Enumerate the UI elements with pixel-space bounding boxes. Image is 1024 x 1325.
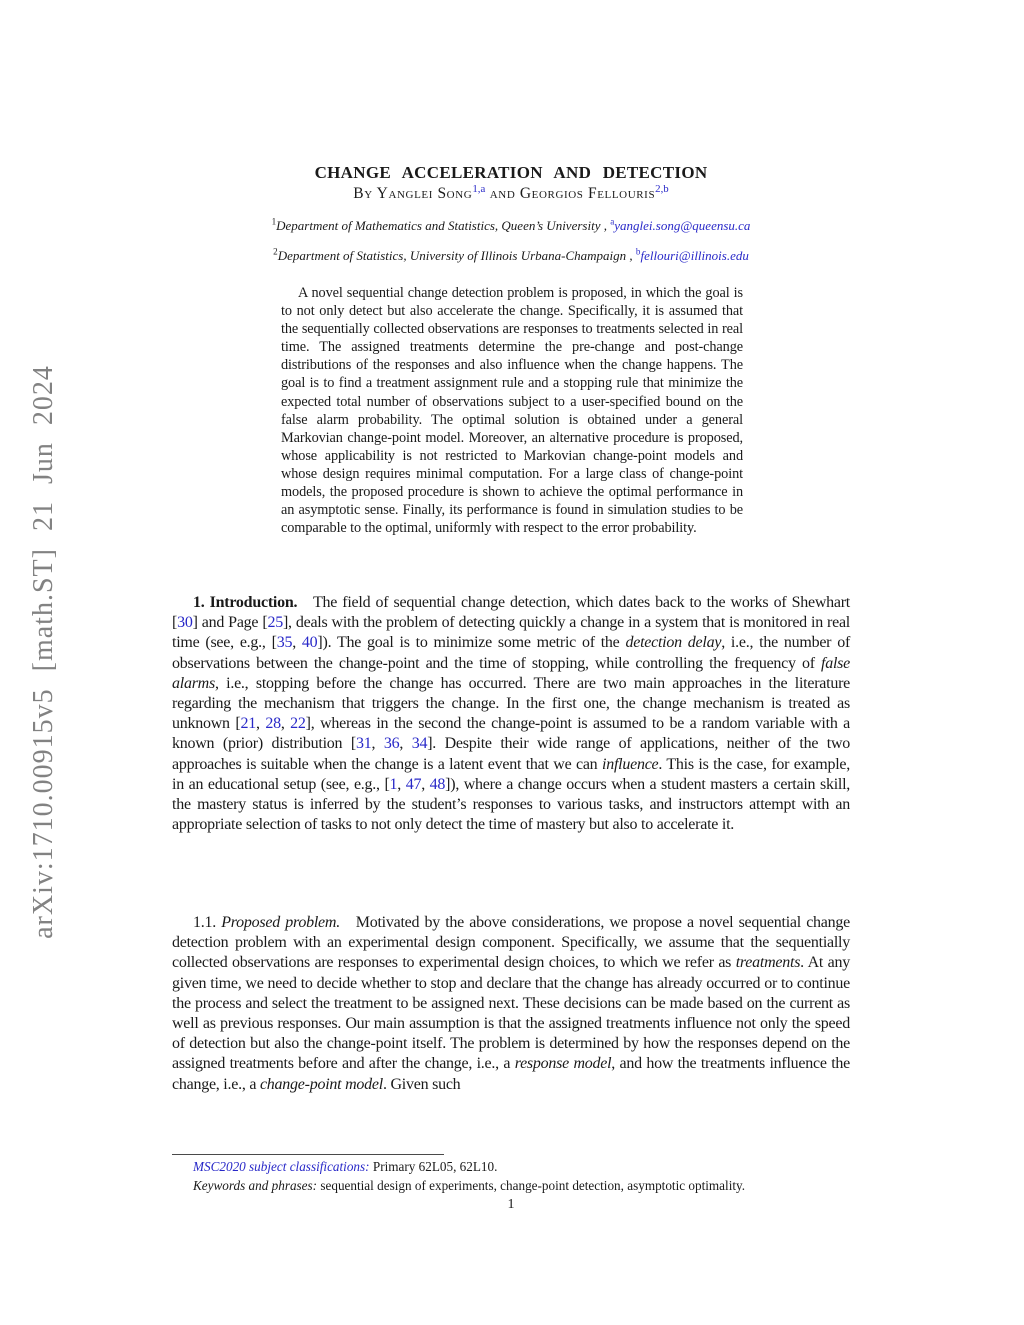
text-segment: , (292, 634, 302, 652)
citation-link[interactable]: 40 (301, 634, 318, 652)
hyperlink[interactable]: fellouri@illinois.edu (640, 248, 749, 263)
section-introduction (172, 593, 850, 835)
italic-text: Department of Statistics, University of Illinois Urbana-Champaign , (277, 248, 636, 263)
citation-link[interactable]: 28 (265, 715, 281, 733)
citation-link[interactable]: 48 (429, 775, 446, 793)
italic-text: treatments (735, 954, 801, 972)
superscript-link[interactable]: b (635, 246, 641, 257)
text-segment: Primary 62L05, 62L10. (369, 1159, 498, 1174)
text-segment: Motivated by the above considerations, we propose a novel sequential change detection problem with an experimental design component. Specifically, we assume that the sequentially collected observations are responses to experimental design choices, to which we refer as (172, 914, 850, 972)
smallcaps-text: and Georgios Fellouris (485, 185, 656, 202)
text-segment: ]. Despite their wide range of applications, neither of the two approaches is suitable when the change is a latent event that we can (172, 735, 851, 773)
bold-text: 1. Introduction. (193, 594, 298, 611)
text-segment: , i.e., stopping before the change has occurred. There are two main approaches in the literature regarding the mechanism that triggers the change. In the first one, the change mechanism is treated as unknown [ (172, 674, 850, 733)
italic-text: detection delay (625, 634, 722, 652)
subsection-proposed-problem (172, 913, 850, 1095)
page-number: 1 (507, 1197, 515, 1212)
text-segment: . At any given time, we need to decide whether to stop and declare that the change has already occurred or to continue the process and select the treatment to be assigned next. These decisions can be made based on the current as well as previous responses. Our main assumption is that the assigned treatments influence not only the speed of detection but also the change-point itself. The problem is determined by how the responses depend on the assigned treatments before and after the change, i.e., a (172, 954, 850, 1073)
text-segment: sequential design of experiments, change-point detection, asymptotic optimality. (317, 1178, 746, 1193)
citation-link[interactable]: 35 (276, 634, 293, 652)
text-segment: ]), where a change occurs when a student masters a certain skill, the mastery status is inferred by the student’s responses to various tasks, and instructors attempt with an appropriate selection of tasks to not only detect the time of mastery but also to accelerate it. (172, 775, 851, 834)
citation-link[interactable]: 47 (405, 775, 422, 793)
citation-link[interactable]: 22 (290, 715, 306, 733)
text-segment: , (421, 775, 430, 793)
italic-text: Proposed problem. (221, 914, 340, 931)
hyperlink[interactable]: yanglei.song@queensu.ca (614, 218, 751, 233)
italic-text: response model (514, 1055, 612, 1073)
text-segment: , (397, 775, 406, 793)
italic-text: Keywords and phrases: (193, 1178, 318, 1193)
citation-link[interactable]: 31 (355, 735, 372, 753)
citation-link[interactable]: 36 (383, 735, 400, 753)
hyperlink[interactable]: MSC2020 subject classifications: (193, 1159, 370, 1174)
text-segment: . Given such (382, 1075, 461, 1093)
citation-link[interactable]: 25 (267, 614, 283, 632)
text-segment: The field of sequential change detection, which dates back to the works of Shewhart [ (172, 594, 850, 632)
footnote-keywords (172, 1177, 850, 1195)
superscript-link[interactable]: 2,b (655, 182, 669, 195)
text-segment: , (399, 735, 412, 753)
text-segment: , (280, 715, 291, 733)
text-segment: , (371, 735, 384, 753)
superscript: 1 (271, 216, 277, 227)
superscript-link[interactable]: a (610, 216, 615, 227)
text-segment: , and how the treatments influence the change, i.e., a (172, 1055, 850, 1093)
paper-title: CHANGE ACCELERATION AND DETECTION (314, 163, 708, 182)
text-segment: ] and Page [ (192, 614, 268, 632)
superscript: 2 (273, 246, 278, 257)
smallcaps-text: By Yanglei Song (353, 185, 473, 202)
superscript-link[interactable]: 1,a (472, 182, 486, 195)
text-segment: . This is the case, for example, in an educational setup (see, e.g., [ (172, 755, 851, 793)
citation-link[interactable]: 30 (177, 614, 193, 632)
text-segment: , (255, 715, 266, 733)
abstract-text: A novel sequential change detection problem is proposed, in which the goal is to not only detect but also accelerate the change. Specifically, it is assumed that the sequentially collected observations are responses to treatments selected in real time. The assigned treatments determine the pre-change and post-change distributions of the responses and also influence when the change happens. The goal is to find a treatment assignment rule and a stopping rule that minimize the expected total number of observations subject to a user-specified bound on the false alarm probability. The optimal solution is obtained under a general Markovian change-point model. Moreover, an alternative procedure is proposed, whose applicability is not restricted to Markovian change-point models and whose design requires minimal computation. For a large class of change-point models, the proposed procedure is shown to achieve the optimal performance in an asymptotic sense. Finally, its performance is found in simulation studies to be comparable to the optimal, uniformly with respect to the error probability. (281, 285, 743, 537)
text-segment: , i.e., the number of observations between the change-point and the time of stopping, while controlling the frequency of (172, 634, 851, 672)
text-segment: 1.1. (193, 914, 222, 931)
italic-text: influence (602, 755, 659, 773)
text-segment: ]). The goal is to minimize some metric of the (317, 634, 626, 652)
italic-text: Department of Mathematics and Statistics, Queen’s University , (276, 218, 611, 233)
affiliation-1 (172, 218, 850, 234)
citation-link[interactable]: 34 (411, 735, 428, 753)
text-segment: ], deals with the problem of detecting quickly a change in a system that is monitored in real time (see, e.g., [ (172, 614, 851, 652)
italic-text: change-point model (259, 1075, 383, 1093)
citation-link[interactable]: 1 (389, 775, 398, 793)
footnote-msc-classifications (172, 1158, 850, 1176)
text-segment: ], whereas in the second the change-point is assumed to be a random variable with a known (prior) distribution [ (172, 715, 851, 753)
affiliation-2 (172, 248, 850, 264)
footnote-divider (172, 1154, 444, 1155)
citation-link[interactable]: 21 (240, 715, 256, 733)
author-byline (172, 182, 850, 203)
arxiv-watermark: arXiv:1710.00915v5 [math.ST] 21 Jun 2024 (28, 365, 59, 939)
italic-text: false alarms (172, 654, 850, 692)
